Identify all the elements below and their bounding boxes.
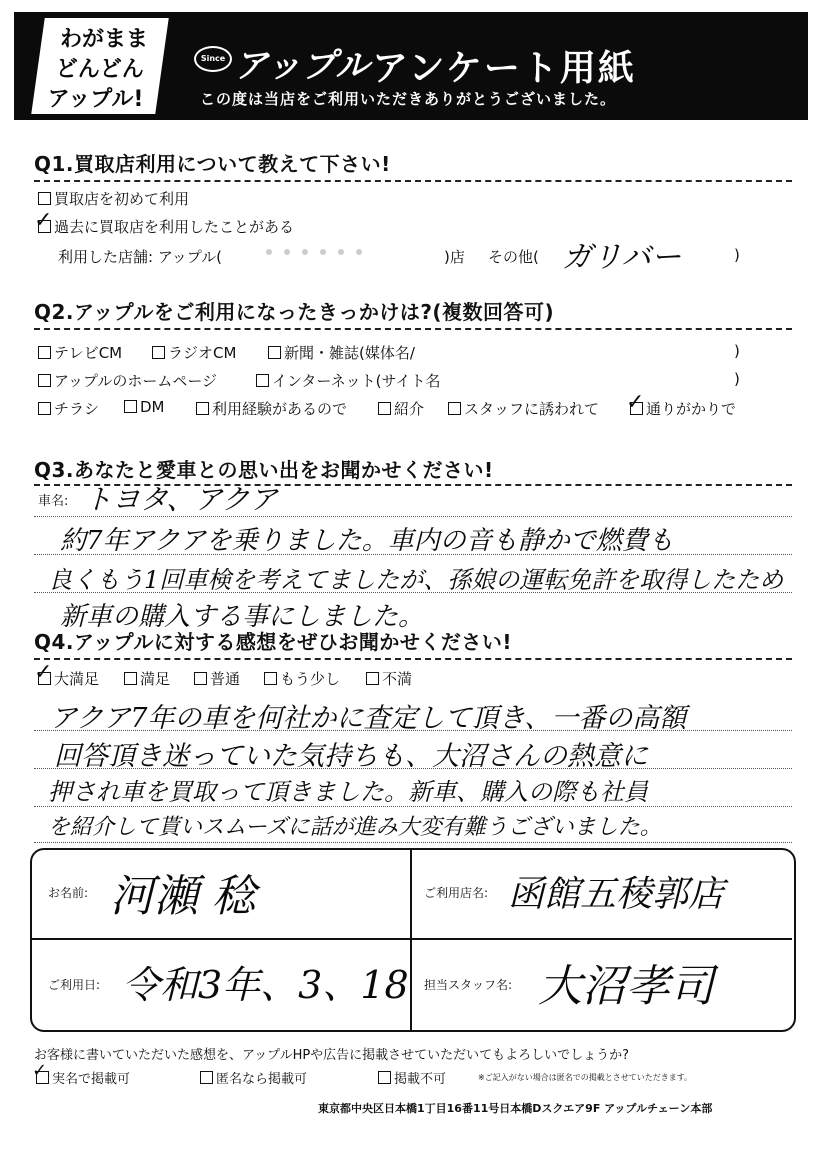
q2-option[interactable]: [38, 370, 217, 391]
option-label: 過去に買取店を利用したことがある: [54, 218, 295, 236]
checkbox[interactable]: [152, 346, 165, 359]
memory-line: 良くもう1回車検を考えてましたが、孫娘の運転免許を取得したため: [48, 566, 784, 594]
option-label: 掲載不可: [394, 1072, 447, 1087]
option-label: 大満足: [54, 670, 100, 688]
checkbox[interactable]: [366, 672, 379, 685]
apple-logo: アップル: [234, 46, 371, 86]
row2-close: ): [734, 370, 740, 388]
checkbox[interactable]: [38, 402, 51, 415]
staff-value: 大沼孝司: [538, 961, 714, 1012]
thanks-message: この度は当店をご利用いただきありがとうございました。: [200, 90, 617, 108]
checkbox[interactable]: [38, 374, 51, 387]
checkbox[interactable]: [256, 374, 269, 387]
option-label: DM: [140, 398, 165, 416]
consent-option-no[interactable]: [378, 1068, 446, 1087]
option-label: 利用経験があるので: [212, 400, 348, 418]
checkbox[interactable]: [124, 672, 137, 685]
date-value: 令和3年、3、18: [122, 963, 409, 1007]
slogan-line: アップル!: [47, 87, 144, 112]
consent-option-anonymous[interactable]: [200, 1068, 307, 1087]
store-name-label: ご利用店名:: [424, 886, 489, 900]
option-label: 通りがかりで: [646, 400, 737, 418]
consent-option-real-name[interactable]: [36, 1068, 130, 1087]
other-value: ガリバー: [562, 240, 682, 275]
option-label: 実名で掲載可: [52, 1072, 131, 1087]
q3-heading: Q3.あなたと愛車との思い出をお聞かせください!: [34, 458, 494, 482]
option-label: アップルのホームページ: [54, 372, 218, 390]
slogan-box: [31, 18, 168, 114]
writing-line: [34, 516, 792, 517]
checkbox[interactable]: [124, 400, 137, 413]
checkbox[interactable]: [448, 402, 461, 415]
logo-badge: Since: [194, 46, 232, 72]
checkbox[interactable]: [264, 672, 277, 685]
consent-note: ※ご記入がない場合は匿名での掲載とさせていただきます。: [478, 1073, 693, 1082]
option-label: 匿名なら掲載可: [216, 1072, 308, 1087]
staff-label: 担当スタッフ名:: [424, 978, 513, 992]
store-suffix: )店: [444, 248, 465, 266]
checkbox[interactable]: [196, 402, 209, 415]
option-label: もう少し: [280, 670, 341, 688]
other-close: ): [734, 246, 740, 264]
option-label: 不満: [382, 670, 413, 688]
q1-option-first-time[interactable]: [38, 188, 189, 209]
option-label: 買取店を初めて利用: [54, 190, 190, 208]
impression-line: アクア7年の車を何社かに査定して頂き、一番の高額: [50, 703, 687, 734]
q2-option-passing-by[interactable]: [630, 398, 736, 419]
q4-option[interactable]: [366, 668, 412, 689]
option-label: 紹介: [394, 400, 425, 418]
q4-heading: Q4.アップルに対する感想をぜひお聞かせください!: [34, 630, 512, 654]
q4-option[interactable]: [264, 668, 340, 689]
q1-heading: Q1.買取店利用について教えて下さい!: [34, 152, 391, 176]
divider: [34, 328, 792, 330]
table-divider: [410, 848, 412, 1030]
q2-option[interactable]: [256, 370, 440, 391]
option-label: 普通: [210, 670, 241, 688]
divider: [34, 658, 792, 660]
q2-option[interactable]: [196, 398, 347, 419]
q2-option[interactable]: [38, 342, 122, 363]
check-mark-icon: ✓: [34, 208, 53, 233]
q2-option[interactable]: [152, 342, 236, 363]
q2-option[interactable]: [124, 398, 165, 416]
car-name-value: トヨタ、アクア: [84, 483, 278, 516]
store-name-value: 函館五稜郭店: [508, 874, 725, 915]
checkbox[interactable]: [378, 402, 391, 415]
store-used-label: 利用した店舗: アップル(: [58, 248, 223, 266]
writing-line: [34, 842, 792, 843]
q2-heading: Q2.アップルをご利用になったきっかけは?(複数回答可): [34, 300, 555, 324]
date-label: ご利用日:: [48, 978, 101, 992]
checkbox[interactable]: [200, 1071, 213, 1084]
check-mark-icon: ✓: [626, 390, 645, 415]
other-label: その他(: [488, 248, 539, 266]
checkbox[interactable]: [268, 346, 281, 359]
option-label: 新聞・雑誌(媒体名/: [284, 344, 415, 362]
page-title: アンケート用紙: [372, 48, 636, 89]
header-banner: [14, 12, 808, 120]
car-name-label: 車名:: [38, 494, 69, 509]
option-label: テレビCM: [54, 344, 123, 362]
memory-line: 約7年アクアを乗りました。車内の音も静かで燃費も: [60, 526, 674, 556]
option-label: チラシ: [54, 400, 100, 418]
q4-option[interactable]: [124, 668, 170, 689]
name-label: お名前:: [48, 886, 89, 900]
check-mark-icon: ✓: [34, 660, 53, 685]
option-label: ラジオCM: [168, 344, 237, 362]
checkbox[interactable]: [378, 1071, 391, 1084]
check-mark-icon: ✓: [32, 1060, 48, 1081]
q2-option[interactable]: [268, 342, 415, 363]
impression-line: 回答頂き迷っていた気持ちも、大沼さんの熱意に: [54, 741, 648, 772]
q2-option[interactable]: [448, 398, 599, 419]
checkbox[interactable]: [194, 672, 207, 685]
memory-line: 新車の購入する事にしました。: [60, 602, 425, 632]
slogan-line: わがまま: [59, 27, 149, 52]
impression-line: 押され車を買取って頂きました。新車、購入の際も社員: [48, 778, 648, 806]
option-label: 満足: [140, 670, 171, 688]
divider: [34, 180, 792, 182]
q1-option-used-before[interactable]: [38, 216, 294, 237]
name-value: 河瀬 稔: [110, 871, 256, 922]
option-label: スタッフに誘われて: [464, 400, 600, 418]
slogan-line: どんどん: [55, 57, 144, 82]
consent-question: お客様に書いていただいた感想を、アップルHPや広告に掲載させていただいてもよろしいでしょうか?: [34, 1048, 630, 1063]
q4-option[interactable]: [194, 668, 240, 689]
row1-close: ): [734, 342, 740, 360]
q2-option[interactable]: [378, 398, 424, 419]
impression-line: を紹介して貰いスムーズに話が進み大変有難うございました。: [48, 815, 662, 840]
option-label: インターネット(サイト名: [272, 372, 441, 390]
redacted-store-name: [260, 240, 430, 266]
checkbox[interactable]: [38, 346, 51, 359]
company-address: 東京都中央区日本橋1丁目16番11号日本橋Dスクエア9F アップルチェーン本部: [318, 1102, 713, 1115]
checkbox[interactable]: [38, 192, 51, 205]
q2-option[interactable]: [38, 398, 99, 419]
